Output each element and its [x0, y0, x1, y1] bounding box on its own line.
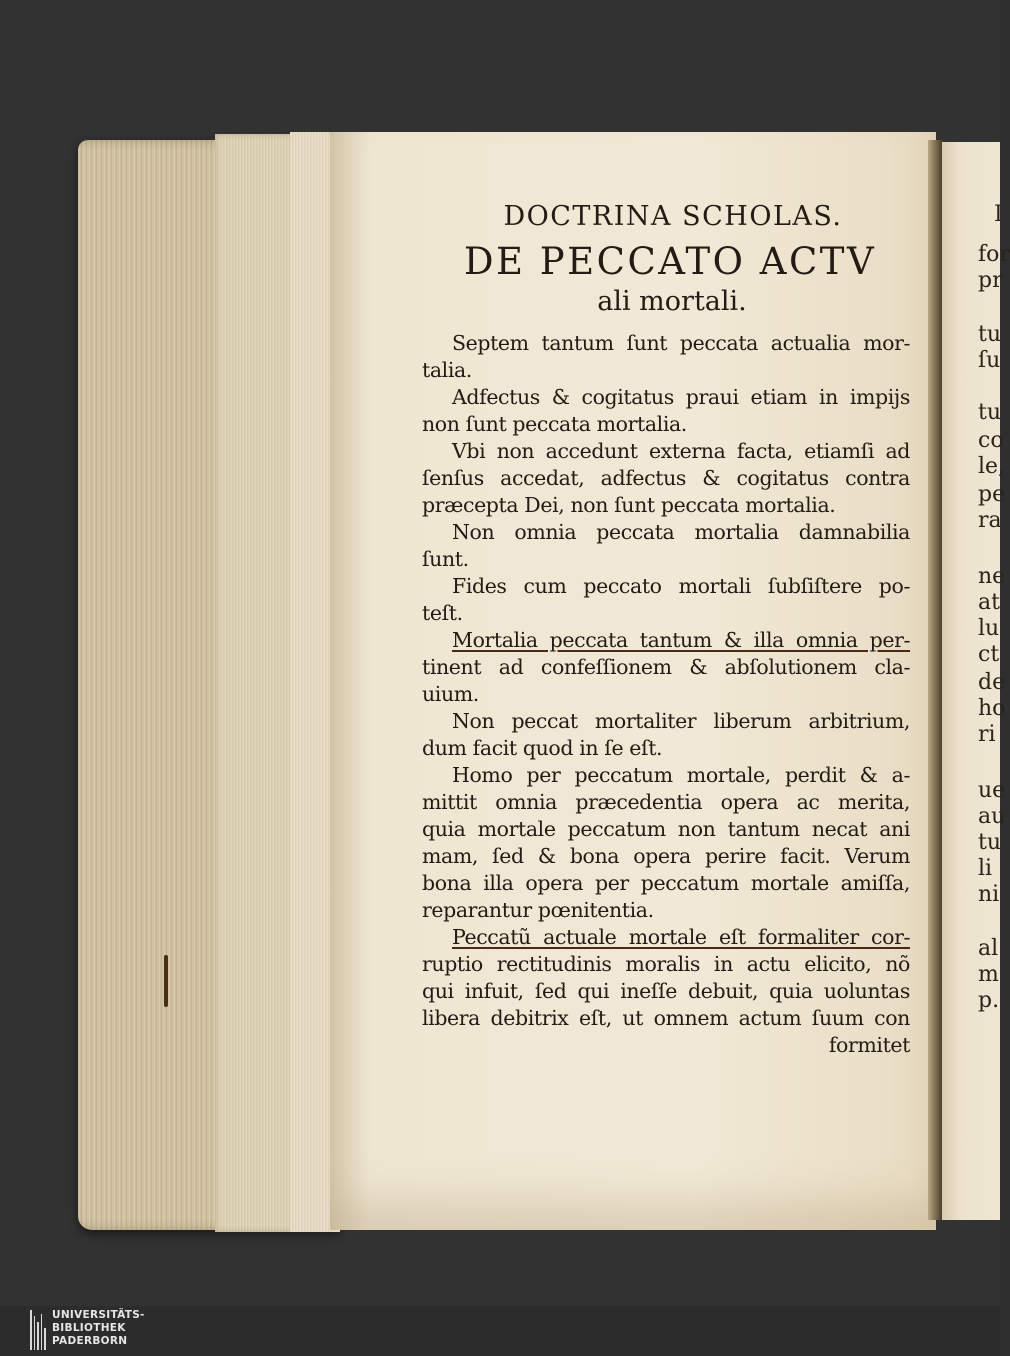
paragraph — [422, 384, 910, 438]
text-line: Homo per peccatum mortale, perdit & a- — [452, 763, 910, 787]
facing-fragment: ra — [978, 508, 1002, 533]
facing-fragment: lu — [978, 616, 1000, 641]
facing-fragment: at — [978, 590, 1000, 615]
text-line: uium. — [422, 682, 479, 706]
text-line: Non peccat mortaliter liberum arbitrium, — [452, 709, 910, 733]
text-line: qui infuit, ſed qui ineſſe debuit, quia uoluntas — [422, 979, 910, 1003]
library-logo-icon — [30, 1310, 46, 1350]
facing-fragment: ri — [978, 722, 996, 747]
text-line: talia. — [422, 358, 472, 382]
section-title-continued: ali mortali. — [597, 286, 747, 317]
text-line: mittit omnia præcedentia opera ac merita, — [422, 790, 910, 814]
facing-fragment: tu — [978, 400, 1002, 425]
paragraph — [422, 573, 910, 627]
facing-fragment: p. — [978, 988, 1000, 1013]
text-line: Fides cum peccato mortali ſubſiſtere po- — [452, 574, 910, 598]
text-line: Peccatũ actuale mortale eſt formaliter cor- — [452, 925, 910, 949]
facing-fragment: ſu — [978, 348, 1001, 373]
text-line: Mortalia peccata tantum & illa omnia per- — [452, 628, 910, 652]
paragraph — [422, 708, 910, 762]
facing-fragment: tu — [978, 830, 1002, 855]
catchword: formitet — [828, 1033, 910, 1057]
text-line: teſt. — [422, 601, 463, 625]
logo-line: UNIVERSITÄTS- — [52, 1309, 145, 1321]
text-line: non ſunt peccata mortalia. — [422, 412, 687, 436]
text-line: quia mortale peccatum non tantum necat ani — [422, 817, 910, 841]
facing-fragment: m — [978, 962, 999, 987]
facing-fragment: pr — [978, 268, 1003, 293]
text-line: tinent ad confeſſionem & abſolutionem cla- — [422, 655, 910, 679]
text-line: libera debitrix eſt, ut omnem actum ſuum con — [422, 1006, 910, 1030]
edge-mark — [164, 955, 168, 1007]
text-line: Non omnia peccata mortalia damnabilia — [452, 520, 910, 544]
paragraph-underlined — [422, 627, 910, 708]
facing-fragment: tu — [978, 322, 1002, 347]
text-line: Adfectus & cogitatus praui etiam in impijs — [452, 385, 910, 409]
body-text — [422, 330, 910, 1059]
facing-fragment: ne — [978, 564, 1006, 589]
logo-line: BIBLIOTHEK — [52, 1322, 126, 1334]
facing-fragment: for — [978, 242, 1010, 267]
page-edges-inner — [215, 134, 295, 1232]
paragraph — [422, 762, 910, 924]
text-line: ſunt. — [422, 547, 469, 571]
facing-page — [942, 142, 1010, 1220]
text-line: Vbi non accedunt externa facta, etiamſi ad — [452, 439, 910, 463]
facing-fragment: ue — [978, 778, 1006, 803]
facing-fragment: au — [978, 804, 1006, 829]
paragraph — [422, 438, 910, 519]
running-head: DOCTRINA SCHOLAS. — [503, 201, 843, 232]
text-line: præcepta Dei, non ſunt peccata mortalia. — [422, 493, 836, 517]
facing-fragment: de — [978, 670, 1006, 695]
text-line: ruptio rectitudinis moralis in actu elicito, nõ — [422, 952, 910, 976]
facing-fragment: I — [994, 202, 1003, 227]
footer-bar — [0, 1306, 1000, 1356]
facing-fragment: ct — [978, 642, 1000, 667]
paragraph — [422, 330, 910, 384]
facing-fragment: ni — [978, 882, 1000, 907]
facing-fragment: al — [978, 936, 999, 961]
text-line: dum facit quod in ſe eſt. — [422, 736, 663, 760]
page-text — [422, 200, 910, 1059]
text-line: ſenſus accedat, adfectus & cogitatus contra — [422, 466, 910, 490]
facing-fragment: pe — [978, 482, 1006, 507]
paragraph-underlined — [422, 924, 910, 1032]
section-title: DE PECCATO ACTV — [463, 240, 877, 283]
facing-fragment: co — [978, 428, 1004, 453]
facing-fragment: li — [978, 856, 993, 881]
logo-line: PADERBORN — [52, 1335, 128, 1347]
text-line: bona illa opera per peccatum mortale amiſſa, — [422, 871, 910, 895]
text-line: reparantur pœnitentia. — [422, 898, 654, 922]
text-line: Septem tantum ſunt peccata actualia mor- — [452, 331, 910, 355]
text-line: mam, ſed & bona opera perire facit. Verum — [422, 844, 910, 868]
facing-fragment: le, — [978, 454, 1006, 479]
facing-fragment: ho — [978, 696, 1006, 721]
paragraph — [422, 519, 910, 573]
library-logo-text — [52, 1309, 145, 1348]
